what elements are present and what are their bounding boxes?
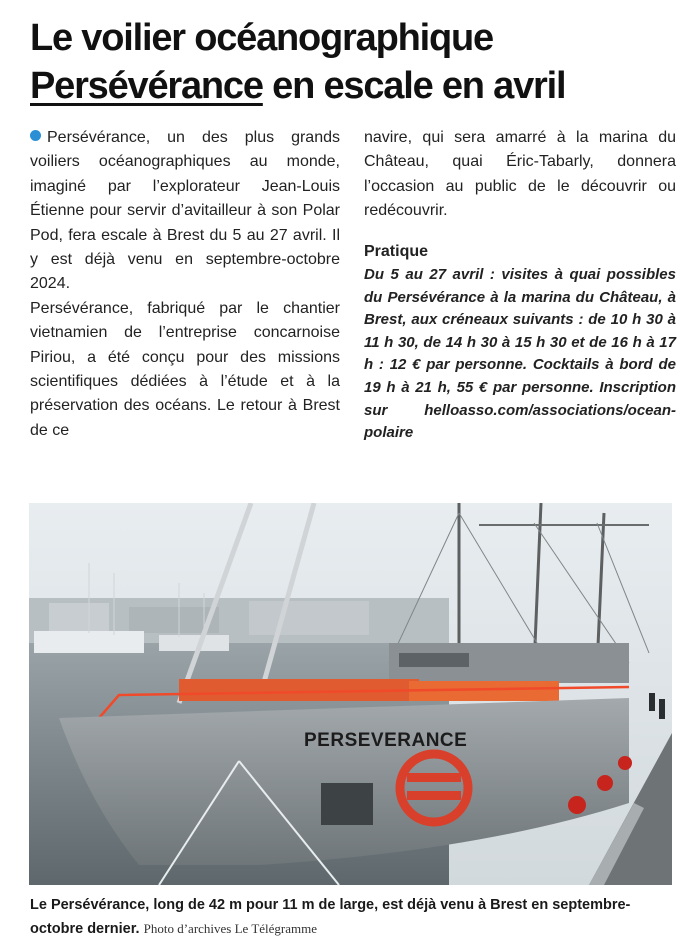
paragraph-1 xyxy=(30,126,340,297)
photo-illustration xyxy=(29,503,672,885)
pratique-box xyxy=(364,264,676,445)
caption-text: Le Persévérance, long de 42 m pour 11 m de large, est déjà venu à Brest en septembre-octobre dernier. xyxy=(30,897,631,937)
photo-credit: Photo d’archives Le Télégramme xyxy=(143,921,318,936)
boat-photo xyxy=(29,503,672,885)
bullet-icon xyxy=(30,130,41,141)
pratique-dates: Du 5 au 27 avril : xyxy=(364,266,495,284)
headline xyxy=(30,14,680,110)
headline-line-1: Le voilier océanographique xyxy=(30,17,493,59)
headline-line-2 xyxy=(30,62,680,110)
pratique-heading: Pratique xyxy=(364,242,429,260)
article-column-left xyxy=(30,126,340,443)
pratique-details: visites à quai possibles du Persévérance à la marina du Château, à Brest, aux créneaux suivants : de 10 h 30 à 11 h 30, de 14 h 30 à 15 h 30 et de 16 h à 17 h : 12 € par personne. Cocktails à bord de 19 h à 21 h, 55 € par personne. Inscription sur helloasso.com/associations/ocean-polaire xyxy=(364,266,676,442)
headline-boat-name: Persévérance xyxy=(30,65,263,107)
hull-hatch xyxy=(321,783,373,825)
photo-caption xyxy=(30,893,678,941)
article-column-right xyxy=(364,126,676,445)
moored-boats xyxy=(34,631,144,653)
hull-lettering: PERSEVERANCE xyxy=(304,730,468,751)
paragraph-1-text: Persévérance, un des plus grands voiliers océanographiques au monde, imaginé par l’explorateur Jean-Louis Étienne pour servir d’avitailleur à son Polar Pod, fera escale à Brest du 5 au 27 avril. Il y est déjà venu en septembre-octobre 2024. xyxy=(30,129,340,293)
paragraph-3: navire, qui sera amarré à la marina du Château, quai Éric-Tabarly, donnera l’occasion au public de le découvrir ou redécouvrir. xyxy=(364,129,676,220)
headline-rest: en escale en avril xyxy=(262,65,566,107)
paragraph-2: Persévérance, fabriqué par le chantier vietnamien de l’entreprise concarnoise Piriou, a été conçu pour des missions scientifiques dédiées à l’étude et à la préservation des océans. Le retour à Brest de ce xyxy=(30,299,340,439)
